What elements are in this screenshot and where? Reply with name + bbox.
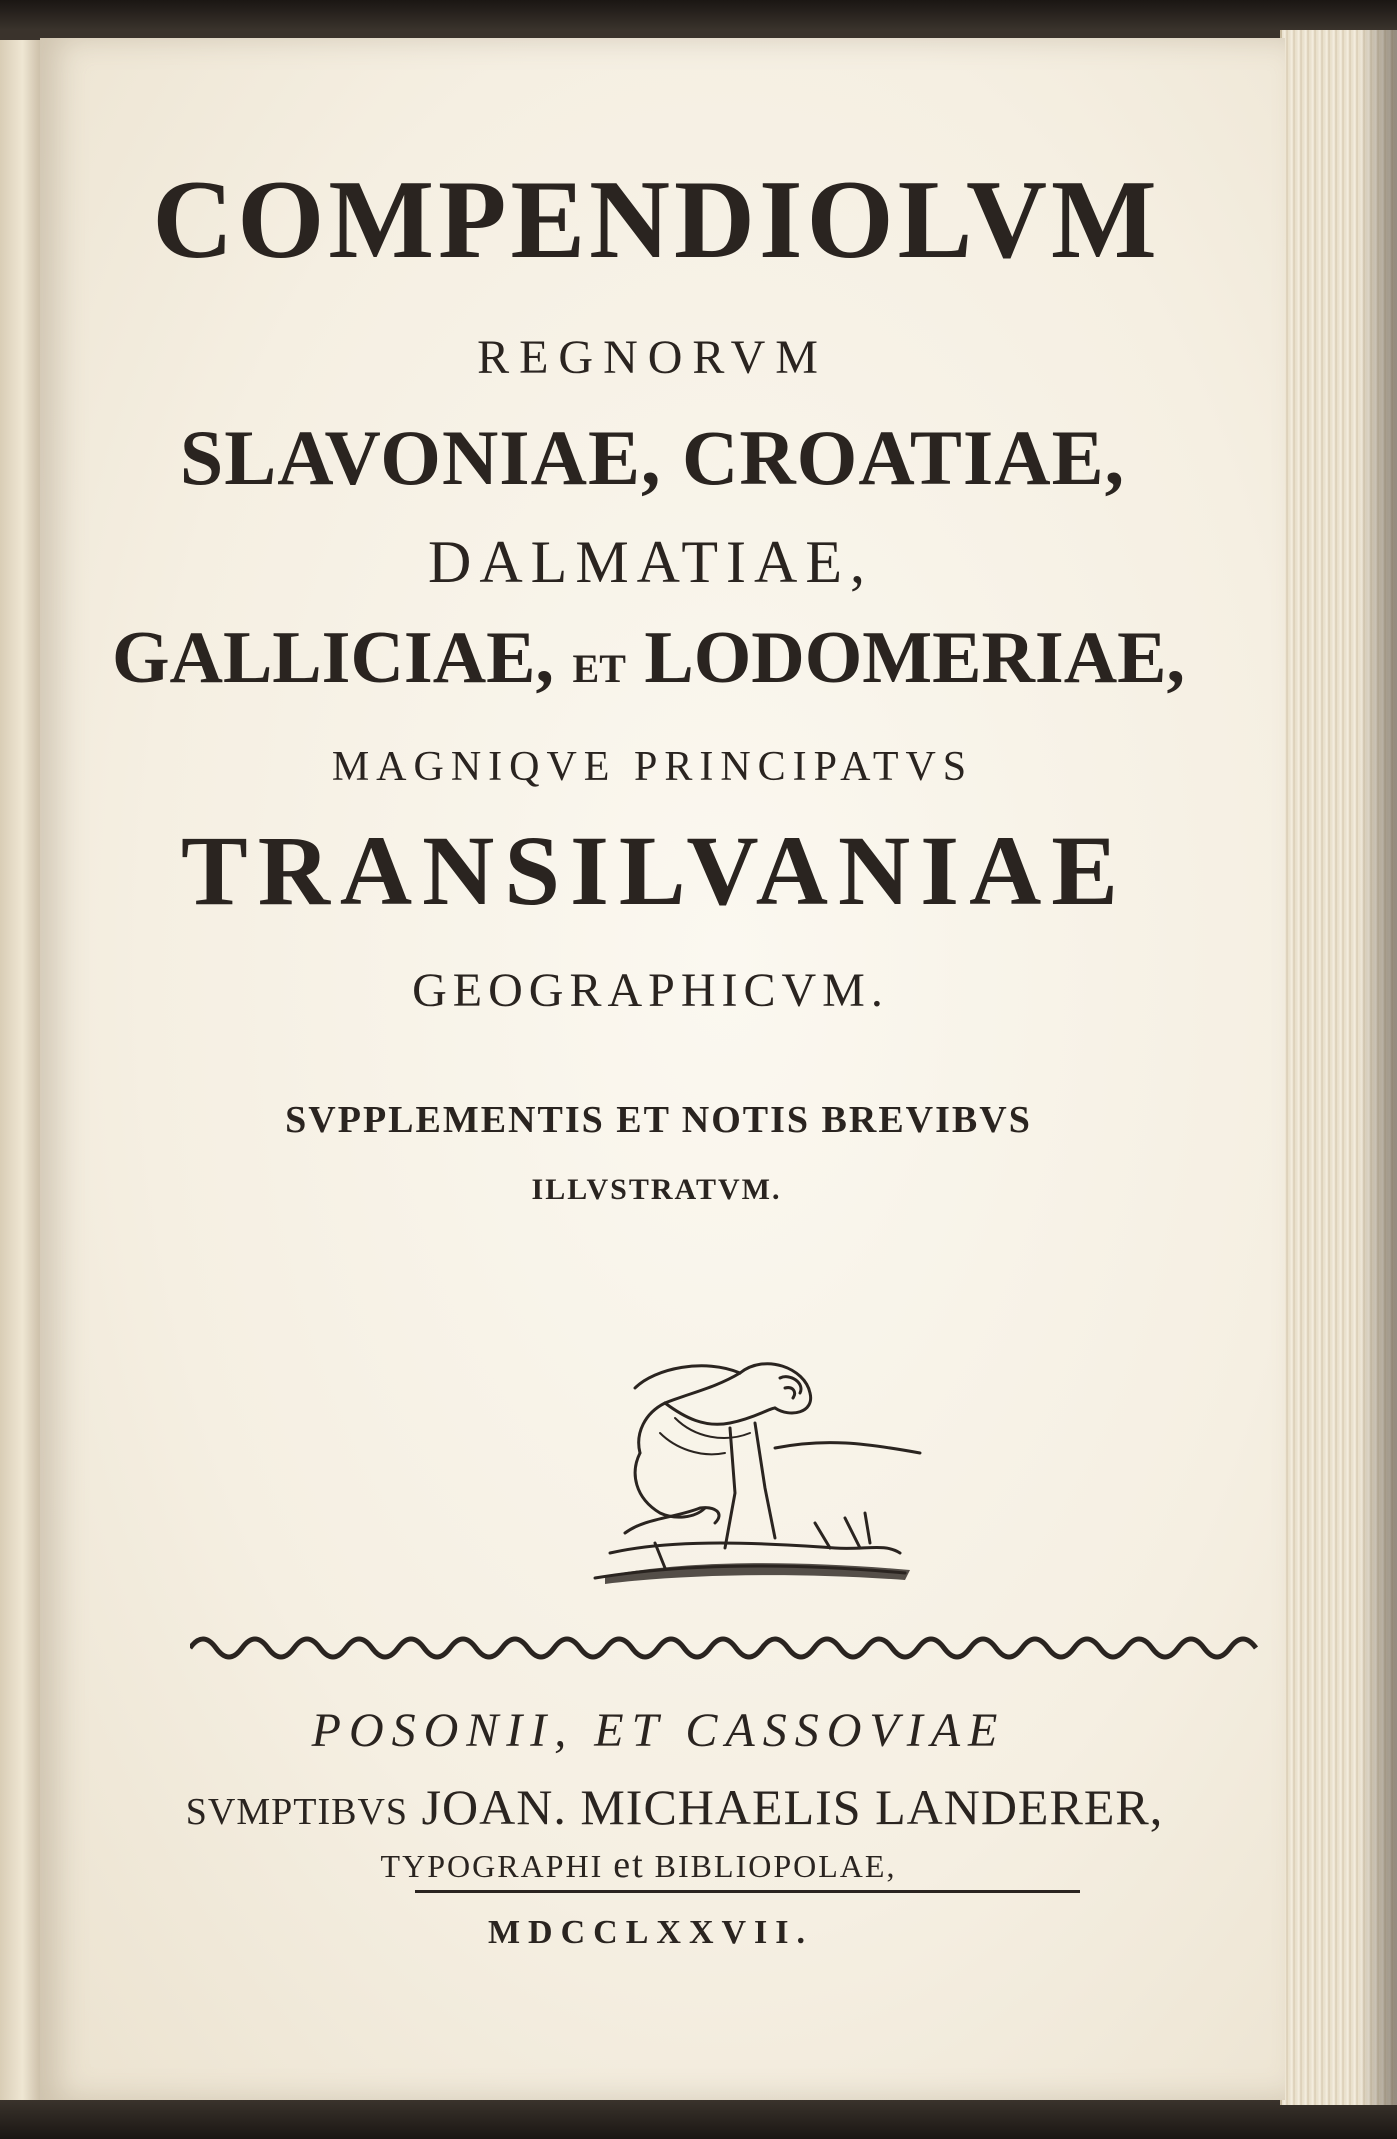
title-line-5: [26, 616, 1271, 701]
imprint-role-c: BIBLIOPOLAE,: [654, 1848, 897, 1884]
imprint-rule: [415, 1890, 1080, 1893]
title-page: [40, 38, 1285, 2100]
bird-vignette-icon: [565, 1348, 945, 1598]
wave-rule-divider: [190, 1628, 1260, 1668]
title-line-5c: LODOMERIAE,: [644, 617, 1186, 699]
title-line-7: TRANSILVANIAE: [181, 815, 1128, 926]
title-line-4: DALMATIAE,: [428, 529, 873, 595]
title-line-2: REGNORVM: [477, 331, 828, 384]
title-line-5b: ET: [572, 646, 626, 691]
imprint-place: POSONII, ET CASSOVIAE: [311, 1704, 1006, 1757]
title-line-6: MAGNIQVE PRINCIPATVS: [331, 744, 974, 790]
title-line-3: SLAVONIAE, CROATIAE,: [179, 414, 1126, 501]
title-line-1: COMPENDIOLVM: [152, 158, 1161, 282]
imprint-role-a: TYPOGRAPHI: [380, 1848, 604, 1884]
imprint-publisher-b: JOAN. MICHAELIS LANDERER,: [421, 1779, 1164, 1835]
title-line-8: GEOGRAPHICVM.: [412, 964, 889, 1017]
imprint-role-b: et: [613, 1844, 645, 1886]
subtitle-line-1: SVPPLEMENTIS ET NOTIS BREVIBVS: [285, 1099, 1032, 1141]
imprint-year: MDCCLXXVII.: [487, 1914, 814, 1951]
title-line-5a: GALLICIAE,: [111, 617, 555, 699]
subtitle-line-2: ILLVSTRATVM.: [531, 1173, 782, 1206]
imprint-publisher: [52, 1778, 1297, 1836]
imprint-publisher-a: SVMPTIBVS: [185, 1791, 409, 1833]
imprint-role: [16, 1843, 1261, 1887]
page-block-edge: [1280, 30, 1397, 2105]
